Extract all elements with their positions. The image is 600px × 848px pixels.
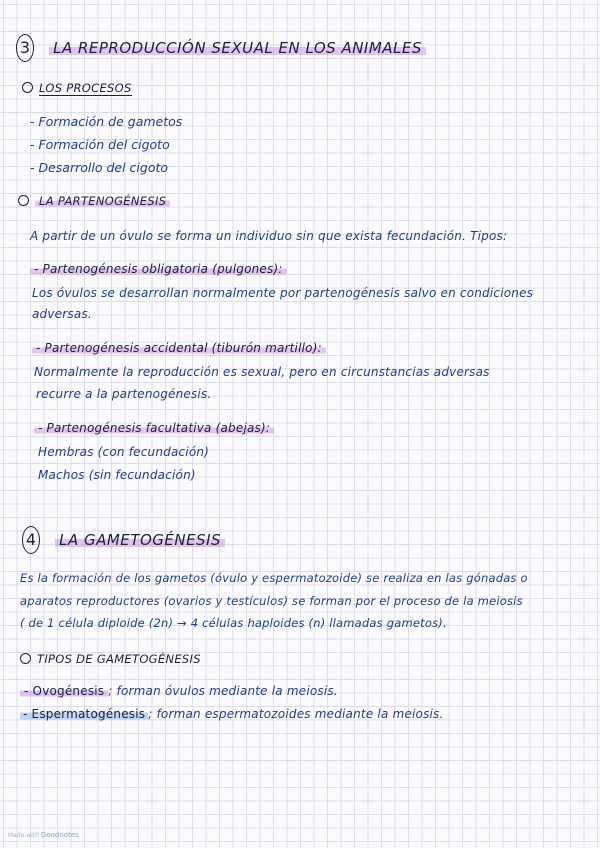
espermatogenesis-label: - Espermatogénesis [20,707,148,721]
circle-bullet-icon [18,195,29,206]
section-title: LA GAMETOGÉNESIS [55,531,225,549]
accidental-label: - Partenogénesis accidental (tiburón martillo): [32,341,326,355]
obligatoria-text: adversas. [32,307,92,321]
espermatogenesis-line [20,707,444,721]
ovogenesis-label: - Ovogénesis [20,684,108,698]
obligatoria-text: Los óvulos se desarrollan normalmente por partenogénesis salvo en condiciones [32,286,534,300]
section-title: LA REPRODUCCIÓN SEXUAL EN LOS ANIMALES [49,39,426,57]
accidental-text: recurre a la partenogénesis. [36,387,212,401]
facultativa-text: Machos (sin fecundación) [38,468,196,482]
section-3-header [16,34,426,62]
ovogenesis-text: ; forman óvulos mediante la meiosis. [108,684,338,698]
procesos-heading: LOS PROCESOS [22,81,132,95]
gametogenesis-text: ( de 1 célula diploide (2n) → 4 células haploides (n) llamadas gametos). [20,616,447,630]
ovogenesis-line [20,684,338,698]
tipos-heading: TIPOS DE GAMETOGÉNESIS [20,652,201,666]
circle-bullet-icon [22,82,33,93]
section-number: 4 [22,526,40,554]
partenogenesis-heading: LA PARTENOGÉNESIS [18,194,170,208]
partenogenesis-intro: A partir de un óvulo se forma un individuo sin que exista fecundación. Tipos: [30,229,508,243]
accidental-text: Normalmente la reproducción es sexual, pero en circunstancias adversas [34,365,490,379]
gametogenesis-text: aparatos reproductores (ovarios y testículos) se forman por el proceso de la meiosis [20,594,523,608]
section-number: 3 [16,34,34,62]
procesos-item: - Formación del cigoto [30,137,170,152]
section-4-header [22,526,225,554]
facultativa-text: Hembras (con fecundación) [38,445,210,459]
obligatoria-label: - Partenogénesis obligatoria (pulgones): [30,262,287,276]
procesos-item: - Formación de gametos [30,114,183,129]
procesos-item: - Desarrollo del cigoto [30,160,169,175]
gametogenesis-text: Es la formación de los gametos (óvulo y espermatozoide) se realiza en las gónadas o [20,571,528,585]
espermatogenesis-text: ; forman espermatozoides mediante la meiosis. [148,707,444,721]
facultativa-label: - Partenogénesis facultativa (abejas): [34,421,274,435]
footer-watermark: Made with Goodnotes [8,831,79,839]
circle-bullet-icon [20,653,31,664]
